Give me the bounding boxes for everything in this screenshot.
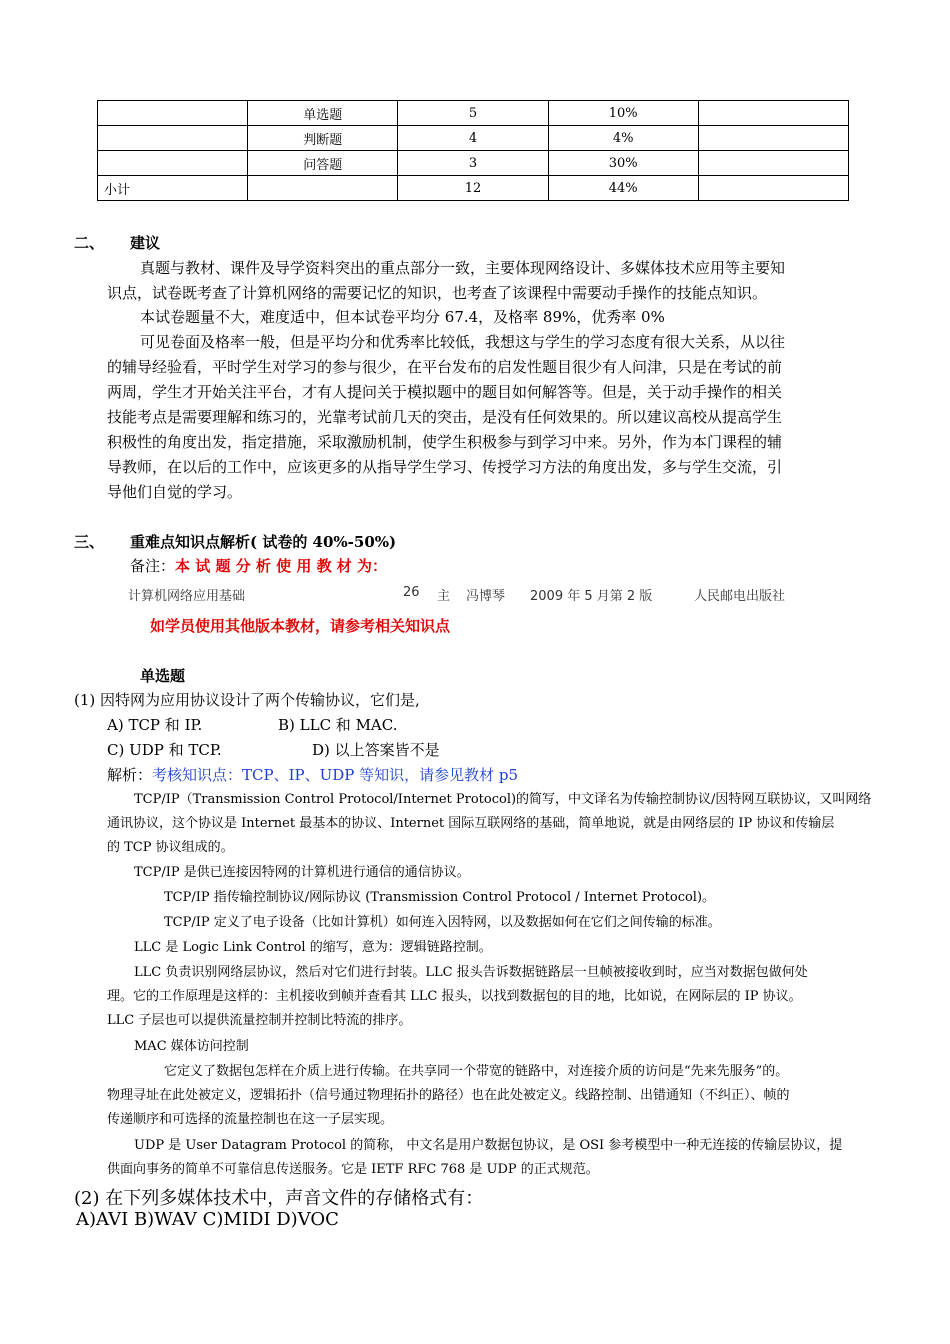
note-label: 备注：	[130, 557, 176, 575]
explain-udp-l1: UDP 是 User Datagram Protocol 的简称， 中文名是用户数据包协议，是 OSI 参考模型中一种无连接的传输层协议，提	[134, 1138, 843, 1153]
table-cell	[698, 126, 848, 151]
explain-tcpip-4: TCP/IP 定义了电子设备（比如计算机）如何连入因特网，以及数据如何在它们之间传输的标准。	[164, 915, 721, 930]
explain-tcpip-l3: 的 TCP 协议组成的。	[107, 840, 234, 855]
q1-option-d: D) 以上答案皆不是	[312, 741, 440, 759]
explain-mac-l2: 物理寻址在此处被定义，逻辑拓扑（信号通过物理拓扑的路径）也在此处被定义。线路控制、出错通知（不纠正）、帧的	[107, 1088, 790, 1103]
explain-mac-heading: MAC 媒体访问控制	[134, 1039, 249, 1054]
suggestion-p1-line2: 识点，试卷既考查了计算机网络的需要记忆的知识，也考查了该课程中需要动手操作的技能点知识。	[107, 284, 768, 302]
q1-option-a: A) TCP 和 IP.	[107, 716, 203, 734]
table-row	[98, 101, 849, 126]
table-cell	[248, 176, 398, 201]
table-cell: 12	[398, 176, 548, 201]
table-cell: 判断题	[248, 126, 398, 151]
explain-tcpip-l2: 通讯协议，这个协议是 Internet 最基本的协议、Internet 国际互联网络的基础，简单地说，就是由网络层的 IP 协议和传输层	[107, 816, 835, 831]
q2-options: A)AVI B)WAV C)MIDI D)VOC	[76, 1209, 339, 1230]
book-author: 冯博琴	[466, 589, 506, 604]
table-cell	[698, 101, 848, 126]
explain-udp-l2: 供面向事务的简单不可靠信息传送服务。它是 IETF RFC 768 是 UDP 的正式规范。	[107, 1162, 599, 1177]
explain-mac-l3: 传递顺序和可选择的流量控制也在这一子层实现。	[107, 1112, 394, 1127]
q1-analysis	[107, 763, 518, 788]
table-row	[98, 126, 849, 151]
table-cell	[98, 126, 248, 151]
score-table	[97, 100, 849, 201]
table-cell: 44%	[548, 176, 698, 201]
suggestion-p3-line1: 可见卷面及格率一般，但是平均分和优秀率比较低，我想这与学生的学习态度有很大关系，从以往	[140, 333, 786, 351]
table-cell: 4%	[548, 126, 698, 151]
book-role: 主	[437, 589, 451, 604]
table-cell: 3	[398, 151, 548, 176]
q1-option-b: B) LLC 和 MAC.	[278, 716, 398, 734]
explain-llc-1: LLC 是 Logic Link Control 的缩写，意为：逻辑链路控制。	[134, 940, 492, 955]
explain-llc-2-l1: LLC 负责识别网络层协议，然后对它们进行封装。LLC 报头告诉数据链路层一旦帧被接收到时，应当对数据包做何处	[134, 965, 808, 980]
table-cell: 5	[398, 101, 548, 126]
section-2-number: 二、	[74, 234, 105, 252]
table-row	[98, 176, 849, 201]
q1-option-c: C) UDP 和 TCP.	[107, 741, 222, 759]
suggestion-p3-line7: 导他们自觉的学习。	[107, 483, 243, 501]
explain-tcpip-l1: TCP/IP（Transmission Control Protocol/Internet Protocol)的简写，中文译名为传输控制协议/因特网互联协议，又叫网络	[134, 792, 872, 807]
section-2-title: 建议	[130, 234, 161, 252]
single-choice-heading: 单选题	[140, 667, 186, 685]
table-cell	[698, 176, 848, 201]
analysis-knowledge-point: 考核知识点：TCP、IP、UDP 等知识，请参见教材 p5	[152, 766, 519, 784]
table-cell: 4	[398, 126, 548, 151]
suggestion-p3-line5: 积极性的角度出发，指定措施，采取激励机制，使学生积极参与到学习中来。另外，作为本门课程的辅	[107, 433, 783, 451]
section-3-title: 重难点知识点解析( 试卷的 40%-50%)	[130, 533, 397, 551]
suggestion-p1-line1: 真题与教材、课件及导学资料突出的重点部分一致，主要体现网络设计、多媒体技术应用等主要知	[140, 259, 786, 277]
analysis-label: 解析：	[107, 766, 153, 784]
book-edition: 2009 年 5 月第 2 版	[530, 589, 653, 604]
book-number: 26	[403, 585, 420, 600]
table-cell: 10%	[548, 101, 698, 126]
other-version-note: 如学员使用其他版本教材，请参考相关知识点	[150, 617, 451, 635]
table-cell: 单选题	[248, 101, 398, 126]
table-cell	[98, 101, 248, 126]
note-red-text: 本 试 题 分 析 使 用 教 材 为：	[175, 557, 388, 575]
table-cell: 小计	[98, 176, 248, 201]
book-title: 计算机网络应用基础	[128, 589, 246, 604]
book-publisher: 人民邮电出版社	[694, 589, 786, 604]
explain-tcpip-3: TCP/IP 指传输控制协议/网际协议 (Transmission Control Protocol / Internet Protocol)。	[164, 890, 716, 905]
note-line	[130, 554, 387, 579]
table-cell	[698, 151, 848, 176]
explain-mac-l1: 它定义了数据包怎样在介质上进行传输。在共享同一个带宽的链路中，对连接介质的访问是“先来先服务”的。	[164, 1064, 789, 1079]
question-2: (2) 在下列多媒体技术中，声音文件的存储格式有：	[74, 1188, 484, 1209]
suggestion-p3-line2: 的辅导经验看，平时学生对学习的参与很少，在平台发布的启发性题目很少有人问津，只是在考试的前	[107, 358, 783, 376]
explain-llc-2-l3: LLC 子层也可以提供流量控制并控制比特流的排序。	[107, 1013, 412, 1028]
suggestion-p2: 本试卷题量不大，难度适中，但本试卷平均分 67.4，及格率 89%，优秀率 0%	[140, 308, 665, 326]
suggestion-p3-line6: 导教师，在以后的工作中，应该更多的从指导学生学习、传授学习方法的角度出发，多与学生交流，引	[107, 458, 783, 476]
table-row	[98, 151, 849, 176]
table-cell	[98, 151, 248, 176]
suggestion-p3-line3: 两周，学生才开始关注平台，才有人提问关于模拟题中的题目如何解答等。但是，关于动手操作的相关	[107, 383, 783, 401]
explain-tcpip-2: TCP/IP 是供已连接因特网的计算机进行通信的通信协议。	[134, 865, 470, 880]
section-3-number: 三、	[74, 533, 105, 551]
question-1: (1) 因特网为应用协议设计了两个传输协议，它们是,	[74, 691, 420, 709]
suggestion-p3-line4: 技能考点是需要理解和练习的，光靠考试前几天的突击，是没有任何效果的。所以建议高校从提高学生	[107, 408, 783, 426]
table-cell: 问答题	[248, 151, 398, 176]
explain-llc-2-l2: 理。它的工作原理是这样的：主机接收到帧并查看其 LLC 报头，以找到数据包的目的地，比如说，在网际层的 IP 协议。	[107, 989, 802, 1004]
table-cell: 30%	[548, 151, 698, 176]
